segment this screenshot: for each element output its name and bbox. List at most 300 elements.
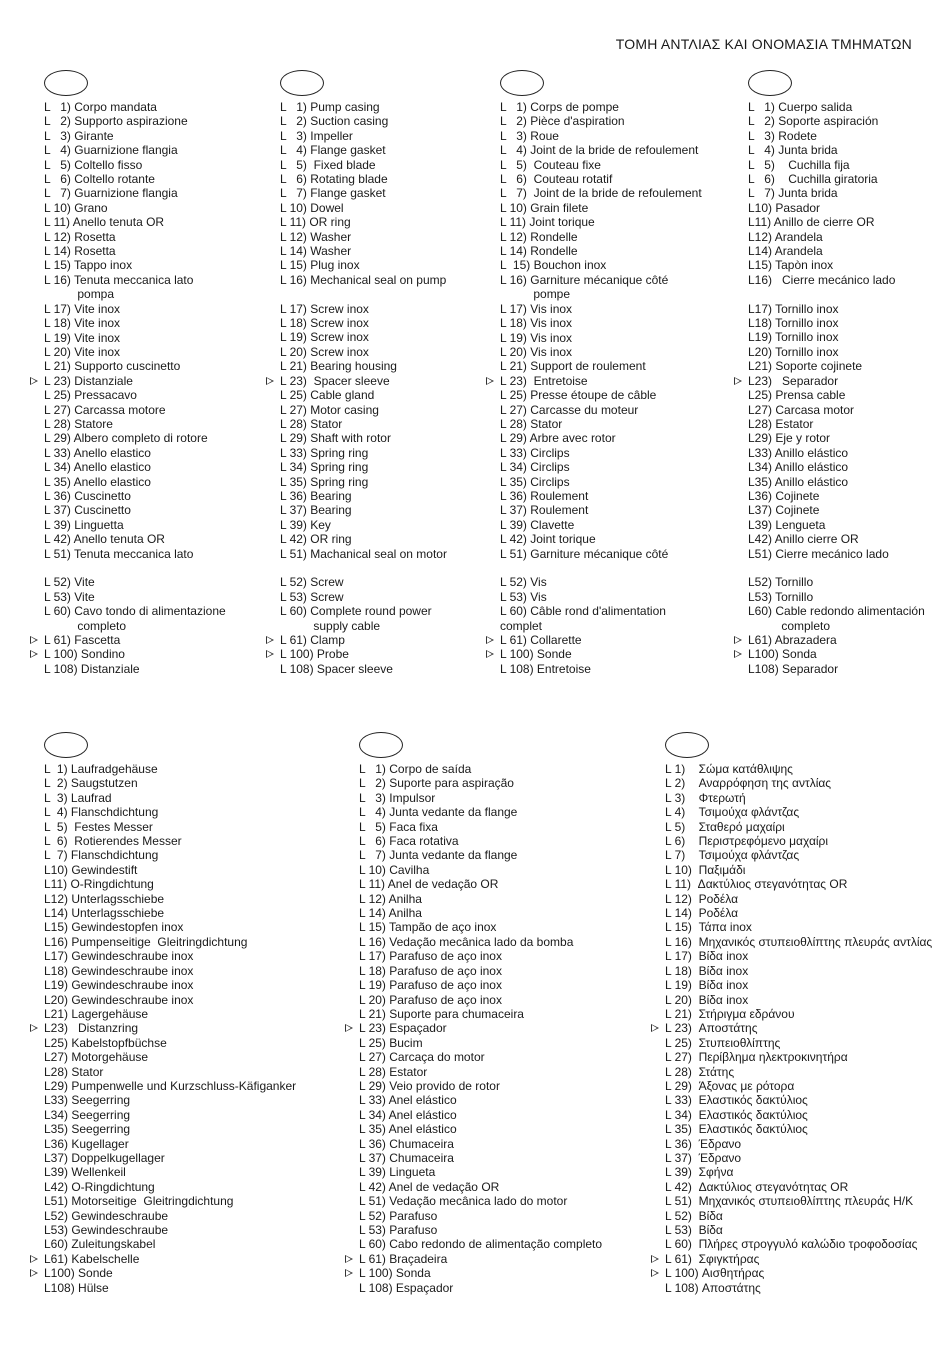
triangle-marker-icon bbox=[734, 636, 742, 644]
triangle-marker-icon bbox=[266, 377, 274, 385]
triangle-marker-icon bbox=[30, 377, 38, 385]
part-item bbox=[44, 1281, 296, 1295]
part-label: L 27) Carcasse du moteur bbox=[500, 402, 639, 417]
part-item bbox=[665, 1036, 932, 1050]
part-label: L 19) Vite inox bbox=[44, 330, 121, 345]
part-label: L 37) Roulement bbox=[500, 503, 589, 518]
part-item bbox=[44, 647, 226, 661]
part-label: L 52) Parafuso bbox=[359, 1208, 438, 1223]
part-label: L33) Seegerring bbox=[44, 1093, 131, 1108]
part-item bbox=[280, 662, 447, 676]
part-item bbox=[280, 403, 447, 417]
part-label: L 1) Cuerpo salida bbox=[748, 100, 853, 114]
part-label: L 19) Βίδα inox bbox=[665, 978, 749, 993]
part-item bbox=[500, 460, 702, 474]
part-label: L 108) Entretoise bbox=[500, 661, 591, 676]
part-item bbox=[44, 993, 296, 1007]
part-label: L18) Gewindeschraube inox bbox=[44, 963, 194, 978]
part-item bbox=[44, 316, 226, 330]
part-item bbox=[44, 1194, 296, 1208]
part-item bbox=[44, 287, 226, 301]
part-item bbox=[500, 331, 702, 345]
part-item bbox=[44, 1036, 296, 1050]
part-label: L 36) Roulement bbox=[500, 488, 589, 503]
part-label: L 5) Couteau fixe bbox=[500, 157, 601, 172]
part-label: L 3) Rodete bbox=[748, 128, 817, 143]
part-item bbox=[280, 431, 447, 445]
part-label: L 36) Chumaceira bbox=[359, 1136, 454, 1151]
part-item bbox=[665, 1180, 932, 1194]
part-label: L 28) Στάτης bbox=[665, 1064, 735, 1079]
part-label: L18) Tornillo inox bbox=[748, 316, 839, 331]
part-item bbox=[500, 316, 702, 330]
language-flag-oval bbox=[665, 732, 709, 758]
part-label: L 51) Μηχανικός στυπειοθλίπτης πλευράς Η/Κ bbox=[665, 1194, 914, 1209]
triangle-marker-icon bbox=[734, 650, 742, 658]
part-label: L17) Tornillo inox bbox=[748, 301, 839, 316]
part-item bbox=[44, 1165, 296, 1179]
part-label: L 21) Στήριγμα εδράνου bbox=[665, 1006, 795, 1021]
part-label: L42) Anillo cierre OR bbox=[748, 532, 859, 547]
part-label: L29) Eje y rotor bbox=[748, 431, 831, 446]
part-label: L61) Kabelschelle bbox=[44, 1251, 140, 1266]
part-label: L 3) Impeller bbox=[280, 128, 353, 143]
part-label: L100) Sonda bbox=[748, 647, 817, 662]
part-item bbox=[44, 1237, 296, 1251]
part-item bbox=[44, 1007, 296, 1021]
part-item bbox=[359, 964, 602, 978]
part-label: L 3) Laufrad bbox=[44, 790, 112, 805]
part-label: L 53) Vite bbox=[44, 589, 95, 604]
part-item bbox=[359, 892, 602, 906]
part-label: L 37) Έδρανο bbox=[665, 1150, 742, 1165]
part-item bbox=[280, 475, 447, 489]
part-label: L 20) Vis inox bbox=[500, 344, 573, 359]
part-label: L100) Sonde bbox=[44, 1266, 113, 1281]
part-item bbox=[44, 662, 226, 676]
part-label: L51) Motorseitige Gleitringdichtung bbox=[44, 1194, 234, 1209]
part-item bbox=[280, 374, 447, 388]
part-label: L 35) Anello elastico bbox=[44, 474, 151, 489]
part-label: L 60) Câble rond d'alimentation bbox=[500, 604, 666, 619]
part-item bbox=[359, 863, 602, 877]
part-item bbox=[44, 791, 296, 805]
part-item bbox=[359, 762, 602, 776]
part-label: L 14) Anilha bbox=[359, 906, 422, 921]
part-item bbox=[44, 460, 226, 474]
part-label: L53) Gewindeschraube bbox=[44, 1223, 169, 1237]
part-item bbox=[44, 388, 226, 402]
part-label: L33) Anillo elástico bbox=[748, 445, 849, 460]
part-item bbox=[359, 1137, 602, 1151]
part-label: L 12) Anilha bbox=[359, 891, 422, 906]
part-label: L37) Doppelkugellager bbox=[44, 1150, 165, 1165]
part-label: L25) Kabelstopfbüchse bbox=[44, 1035, 167, 1050]
part-item bbox=[500, 604, 702, 618]
part-label: L10) Pasador bbox=[748, 200, 821, 215]
part-item bbox=[44, 374, 226, 388]
part-label: L29) Pumpenwelle und Kurzschluss-Käfiganker bbox=[44, 1078, 297, 1093]
part-item bbox=[44, 575, 226, 589]
part-label: L 7) Flange gasket bbox=[280, 186, 386, 201]
part-label: L15) Tapòn inox bbox=[748, 258, 834, 273]
list-spacer bbox=[500, 561, 702, 575]
part-item bbox=[500, 186, 702, 200]
part-label: L 2) Supporto aspirazione bbox=[44, 114, 188, 129]
part-label: L 16) Μηχανικός στυπειοθλίπτης πλευράς αντλίας bbox=[665, 934, 933, 949]
part-label: L 34) Anel elástico bbox=[359, 1107, 457, 1122]
part-label: L 16) Vedação mecânica lado da bomba bbox=[359, 934, 574, 949]
part-label: L27) Carcasa motor bbox=[748, 402, 855, 417]
parts-list bbox=[359, 762, 602, 1295]
part-item bbox=[280, 647, 447, 661]
part-label: L 28) Stator bbox=[500, 416, 563, 431]
part-label: L 100) Sonde bbox=[500, 647, 572, 662]
part-label: L 108) Espaçador bbox=[359, 1280, 454, 1295]
parts-list-portuguese bbox=[359, 732, 602, 1295]
part-label: L 51) Vedação mecânica lado do motor bbox=[359, 1194, 568, 1209]
part-label: L 108) Spacer sleeve bbox=[280, 661, 393, 676]
part-label: L 19) Screw inox bbox=[280, 330, 369, 345]
part-item bbox=[44, 848, 296, 862]
part-label: L 42) OR ring bbox=[280, 532, 352, 547]
part-label: L 10) Grano bbox=[44, 200, 108, 215]
part-label: L 21) Bearing housing bbox=[280, 359, 397, 374]
part-item bbox=[44, 417, 226, 431]
parts-list bbox=[500, 100, 702, 676]
part-label: L 1) Corpo mandata bbox=[44, 100, 157, 114]
part-label: L23) Separador bbox=[748, 373, 839, 388]
part-item bbox=[44, 403, 226, 417]
part-item bbox=[280, 489, 447, 503]
part-item bbox=[748, 619, 925, 633]
part-label: L 53) Βίδα bbox=[665, 1223, 723, 1237]
part-label: L 7) Τσιμούχα φλάντζας bbox=[665, 848, 800, 863]
part-item bbox=[748, 489, 925, 503]
triangle-marker-icon bbox=[30, 1269, 38, 1277]
part-item bbox=[44, 489, 226, 503]
part-item bbox=[280, 186, 447, 200]
part-label: L 42) Anel de vedação OR bbox=[359, 1179, 500, 1194]
part-item bbox=[359, 1050, 602, 1064]
part-label: supply cable bbox=[280, 618, 381, 633]
part-item bbox=[500, 230, 702, 244]
part-item bbox=[44, 978, 296, 992]
triangle-marker-icon bbox=[30, 1255, 38, 1263]
part-label: L 18) Βίδα inox bbox=[665, 963, 749, 978]
part-item bbox=[280, 143, 447, 157]
part-item bbox=[359, 1223, 602, 1237]
part-label: L 18) Vis inox bbox=[500, 316, 573, 331]
part-label: L 19) Parafuso de aço inox bbox=[359, 978, 502, 993]
part-label: L 5) Coltello fisso bbox=[44, 157, 143, 172]
part-label: L 10) Cavilha bbox=[359, 862, 430, 877]
part-label: L 21) Supporto cuscinetto bbox=[44, 359, 181, 374]
part-item bbox=[44, 920, 296, 934]
part-item bbox=[359, 1007, 602, 1021]
part-label: L 61) Collarette bbox=[500, 633, 582, 648]
part-label: L 37) Chumaceira bbox=[359, 1150, 454, 1165]
part-item bbox=[359, 1065, 602, 1079]
part-item bbox=[359, 1194, 602, 1208]
part-label: L 12) Rosetta bbox=[44, 229, 116, 244]
part-item bbox=[44, 215, 226, 229]
part-item bbox=[359, 1151, 602, 1165]
part-label: L 3) Impulsor bbox=[359, 790, 436, 805]
part-item bbox=[500, 258, 702, 272]
part-item bbox=[280, 158, 447, 172]
part-item bbox=[500, 619, 702, 633]
part-label: L 23) Distanziale bbox=[44, 373, 133, 388]
part-label: L11) O-Ringdichtung bbox=[44, 877, 154, 892]
part-item bbox=[44, 590, 226, 604]
part-item bbox=[748, 201, 925, 215]
part-item bbox=[280, 316, 447, 330]
part-item bbox=[44, 302, 226, 316]
part-label: L 11) OR ring bbox=[280, 215, 351, 230]
part-item bbox=[665, 776, 932, 790]
part-label: L60) Cable redondo alimentación bbox=[748, 604, 925, 619]
part-item bbox=[665, 805, 932, 819]
part-item bbox=[748, 273, 925, 287]
part-label: L20) Gewindeschraube inox bbox=[44, 992, 194, 1007]
part-item bbox=[748, 345, 925, 359]
part-item bbox=[748, 417, 925, 431]
part-item bbox=[44, 273, 226, 287]
part-label: L 33) Anello elastico bbox=[44, 445, 151, 460]
part-item bbox=[748, 114, 925, 128]
part-item bbox=[359, 805, 602, 819]
part-item bbox=[665, 1007, 932, 1021]
part-item bbox=[665, 791, 932, 805]
part-label: L 3) Φτερωτή bbox=[665, 790, 746, 805]
part-label: L21) Soporte cojinete bbox=[748, 359, 863, 374]
part-label: L 28) Statore bbox=[44, 416, 113, 431]
part-label: L 25) Presse étoupe de câble bbox=[500, 388, 657, 403]
part-label: L 39) Clavette bbox=[500, 517, 575, 532]
part-label: L 51) Garniture mécanique côté bbox=[500, 546, 669, 561]
part-item bbox=[44, 1223, 296, 1237]
part-label: L 53) Parafuso bbox=[359, 1223, 438, 1237]
part-item bbox=[665, 877, 932, 891]
part-item bbox=[665, 949, 932, 963]
part-item bbox=[280, 172, 447, 186]
part-item bbox=[280, 273, 447, 287]
language-flag-oval bbox=[359, 732, 403, 758]
part-label: L 42) Anello tenuta OR bbox=[44, 532, 165, 547]
part-label: L 10) Παξιμάδι bbox=[665, 862, 746, 877]
part-label: pompa bbox=[44, 287, 115, 302]
part-item bbox=[280, 575, 447, 589]
part-label: L 14) Washer bbox=[280, 244, 352, 259]
part-label: L 2) Suction casing bbox=[280, 114, 389, 129]
part-item bbox=[44, 1021, 296, 1035]
part-item bbox=[280, 230, 447, 244]
part-item bbox=[280, 417, 447, 431]
part-label: L60) Zuleitungskabel bbox=[44, 1237, 156, 1252]
part-item bbox=[748, 374, 925, 388]
part-item bbox=[748, 575, 925, 589]
triangle-marker-icon bbox=[266, 636, 274, 644]
part-label: L 27) Carcaça do motor bbox=[359, 1050, 485, 1065]
part-item bbox=[500, 143, 702, 157]
part-label: L 34) Anello elastico bbox=[44, 460, 151, 475]
part-label: L 36) Cuscinetto bbox=[44, 488, 131, 503]
part-item bbox=[748, 215, 925, 229]
part-item bbox=[665, 1266, 932, 1280]
part-item bbox=[280, 604, 447, 618]
part-label: L 33) Anel elástico bbox=[359, 1093, 457, 1108]
part-item bbox=[44, 1137, 296, 1151]
part-label: L 53) Screw bbox=[280, 589, 344, 604]
part-label: L 7) Guarnizione flangia bbox=[44, 186, 178, 201]
part-item bbox=[280, 633, 447, 647]
part-item bbox=[44, 172, 226, 186]
part-label: L 61) Braçadeira bbox=[359, 1251, 448, 1266]
part-item bbox=[500, 590, 702, 604]
part-label: L 10) Grain filete bbox=[500, 200, 589, 215]
part-label: L 11) Δακτύλιος στεγανότητας OR bbox=[665, 877, 848, 892]
part-item bbox=[665, 1050, 932, 1064]
part-label: L 12) Rondelle bbox=[500, 229, 578, 244]
part-item bbox=[500, 273, 702, 287]
part-label: L 25) Στυπειοθλίπτης bbox=[665, 1035, 781, 1050]
page-title: ΤΟΜΗ ΑΝΤΛΙΑΣ ΚΑΙ ΟΝΟΜΑΣΙΑ ΤΜΗΜΑΤΩΝ bbox=[615, 36, 912, 52]
part-label: L 20) Βίδα inox bbox=[665, 992, 749, 1007]
part-item bbox=[748, 258, 925, 272]
part-label: L61) Abrazadera bbox=[748, 633, 837, 647]
part-item bbox=[280, 460, 447, 474]
part-item bbox=[44, 532, 226, 546]
part-item bbox=[280, 359, 447, 373]
part-item bbox=[748, 503, 925, 517]
part-label: L 25) Cable gland bbox=[280, 388, 375, 403]
part-label: L 14) Ροδέλα bbox=[665, 906, 739, 921]
part-item bbox=[44, 158, 226, 172]
part-item bbox=[44, 863, 296, 877]
part-label: L27) Motorgehäuse bbox=[44, 1050, 149, 1065]
part-label: L 35) Circlips bbox=[500, 474, 570, 489]
part-label: L 29) Arbre avec rotor bbox=[500, 431, 616, 446]
part-label: L 6) Couteau rotatif bbox=[500, 172, 613, 187]
part-item bbox=[748, 431, 925, 445]
part-item bbox=[44, 949, 296, 963]
part-label: completo bbox=[748, 618, 831, 633]
part-item bbox=[44, 776, 296, 790]
part-label: L108) Hülse bbox=[44, 1280, 109, 1295]
part-item bbox=[500, 475, 702, 489]
triangle-marker-icon bbox=[345, 1269, 353, 1277]
part-label: L 6) Rotating blade bbox=[280, 172, 388, 187]
part-item bbox=[280, 388, 447, 402]
part-label: L20) Tornillo inox bbox=[748, 344, 839, 359]
part-item bbox=[748, 604, 925, 618]
part-item bbox=[44, 244, 226, 258]
part-label: L36) Kugellager bbox=[44, 1136, 129, 1151]
part-label: L 34) Circlips bbox=[500, 460, 570, 475]
triangle-marker-icon bbox=[486, 650, 494, 658]
part-label: L16) Pumpenseitige Gleitringdichtung bbox=[44, 934, 248, 949]
part-item bbox=[44, 359, 226, 373]
part-item bbox=[359, 1165, 602, 1179]
part-label: L34) Seegerring bbox=[44, 1107, 131, 1122]
part-label: L17) Gewindeschraube inox bbox=[44, 949, 194, 964]
part-label: L 51) Machanical seal on motor bbox=[280, 546, 447, 561]
part-label: L 60) Cavo tondo di alimentazione bbox=[44, 604, 226, 619]
part-item bbox=[280, 244, 447, 258]
part-label: L 23) Αποστάτης bbox=[665, 1021, 758, 1036]
part-label: L 23) Spacer sleeve bbox=[280, 373, 390, 388]
part-label: L14) Unterlagsschiebe bbox=[44, 906, 165, 921]
part-item bbox=[665, 920, 932, 934]
language-flag-oval bbox=[500, 70, 544, 96]
part-item bbox=[500, 129, 702, 143]
part-label: L 10) Dowel bbox=[280, 200, 344, 215]
part-item bbox=[665, 964, 932, 978]
part-item bbox=[44, 633, 226, 647]
part-item bbox=[748, 388, 925, 402]
part-label: L 18) Vite inox bbox=[44, 316, 121, 331]
part-label: L 52) Vite bbox=[44, 575, 95, 590]
part-item bbox=[500, 403, 702, 417]
part-label: L 5) Festes Messer bbox=[44, 819, 153, 834]
part-label: L 29) Άξονας με ρότορα bbox=[665, 1078, 795, 1093]
part-item bbox=[665, 820, 932, 834]
part-label: L 4) Joint de la bride de refoulement bbox=[500, 143, 699, 158]
part-label: L53) Tornillo bbox=[748, 589, 814, 604]
part-item bbox=[44, 475, 226, 489]
part-item bbox=[748, 230, 925, 244]
part-item bbox=[359, 848, 602, 862]
part-label: L 61) Σφιγκτήρας bbox=[665, 1251, 760, 1266]
part-label: L 5) Cuchilla fija bbox=[748, 157, 850, 172]
triangle-marker-icon bbox=[345, 1255, 353, 1263]
language-flag-oval bbox=[44, 70, 88, 96]
part-item bbox=[359, 1266, 602, 1280]
part-item bbox=[748, 590, 925, 604]
part-item bbox=[748, 172, 925, 186]
part-label: L 14) Rosetta bbox=[44, 244, 116, 259]
part-item bbox=[500, 489, 702, 503]
part-label: L 4) Junta vedante da flange bbox=[359, 805, 518, 820]
part-item bbox=[748, 316, 925, 330]
part-item bbox=[44, 518, 226, 532]
part-label: L 6) Rotierendes Messer bbox=[44, 834, 182, 849]
part-item bbox=[44, 1209, 296, 1223]
part-item bbox=[280, 215, 447, 229]
part-item bbox=[500, 662, 702, 676]
part-item bbox=[44, 1151, 296, 1165]
part-label: L52) Tornillo bbox=[748, 575, 814, 590]
part-item bbox=[748, 330, 925, 344]
part-item bbox=[359, 1093, 602, 1107]
triangle-marker-icon bbox=[486, 636, 494, 644]
part-label: L 7) Junta vedante da flange bbox=[359, 848, 518, 863]
part-label: L 3) Roue bbox=[500, 128, 559, 143]
part-item bbox=[500, 547, 702, 561]
part-label: L14) Arandela bbox=[748, 244, 823, 259]
part-label: L 15) Bouchon inox bbox=[500, 258, 607, 273]
part-item bbox=[280, 547, 447, 561]
part-label: L 14) Rondelle bbox=[500, 244, 578, 259]
part-label: L 5) Σταθερό μαχαίρι bbox=[665, 819, 785, 834]
list-spacer bbox=[280, 561, 447, 575]
part-label: L 4) Guarnizione flangia bbox=[44, 143, 178, 158]
part-label: L 15) Τάπα inox bbox=[665, 920, 752, 935]
part-item bbox=[44, 834, 296, 848]
part-item bbox=[500, 633, 702, 647]
part-item bbox=[44, 892, 296, 906]
